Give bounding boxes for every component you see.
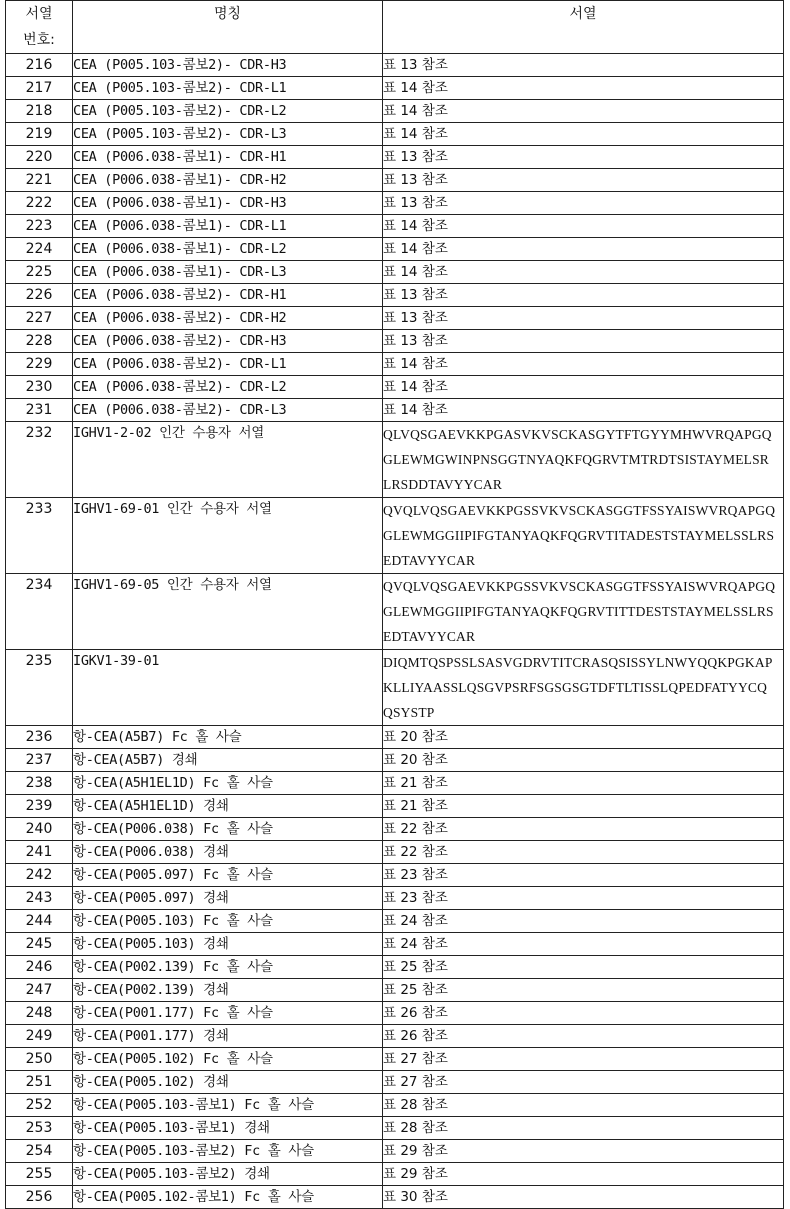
table-row <box>6 933 784 956</box>
sequence-number-cell: 232 <box>6 422 73 498</box>
sequence-number-cell: 226 <box>6 284 73 307</box>
table-reference-cell: 표 23 참조 <box>383 887 784 910</box>
table-row <box>6 169 784 192</box>
name-cell: CEA (P006.038-콤보1)- CDR-L2 <box>73 238 383 261</box>
table-reference-cell: 표 14 참조 <box>383 261 784 284</box>
sequence-number-cell: 242 <box>6 864 73 887</box>
name-cell: CEA (P006.038-콤보2)- CDR-L1 <box>73 353 383 376</box>
table-reference-cell: 표 25 참조 <box>383 979 784 1002</box>
table-row <box>6 910 784 933</box>
table-row <box>6 1025 784 1048</box>
table-row <box>6 77 784 100</box>
sequence-number-cell: 220 <box>6 146 73 169</box>
sequence-number-cell: 225 <box>6 261 73 284</box>
table-row <box>6 498 784 574</box>
name-cell: CEA (P006.038-콤보1)- CDR-L3 <box>73 261 383 284</box>
table-reference-cell: 표 28 참조 <box>383 1094 784 1117</box>
table-row <box>6 795 784 818</box>
table-reference-cell: 표 13 참조 <box>383 146 784 169</box>
header-sequence-number-line2: 번호: <box>23 32 55 48</box>
name-cell: 항-CEA(A5B7) Fc 홀 사슬 <box>73 726 383 749</box>
name-cell: 항-CEA(P005.102) 경쇄 <box>73 1071 383 1094</box>
table-body <box>6 54 784 1209</box>
table-reference-cell: 표 24 참조 <box>383 933 784 956</box>
table-row <box>6 818 784 841</box>
sequence-number-cell: 254 <box>6 1140 73 1163</box>
name-cell: CEA (P006.038-콤보2)- CDR-H2 <box>73 307 383 330</box>
table-row <box>6 1186 784 1209</box>
name-cell: IGHV1-69-05 인간 수용자 서열 <box>73 574 383 650</box>
table-reference-cell: 표 14 참조 <box>383 238 784 261</box>
name-cell: 항-CEA(P001.177) Fc 홀 사슬 <box>73 1002 383 1025</box>
table-row <box>6 123 784 146</box>
table-row <box>6 1163 784 1186</box>
table-reference-cell: 표 27 참조 <box>383 1071 784 1094</box>
table-row <box>6 1140 784 1163</box>
sequence-number-cell: 228 <box>6 330 73 353</box>
table-row <box>6 146 784 169</box>
table-row <box>6 956 784 979</box>
sequence-number-cell: 248 <box>6 1002 73 1025</box>
table-reference-cell: 표 29 참조 <box>383 1140 784 1163</box>
table-reference-cell: 표 28 참조 <box>383 1117 784 1140</box>
table-reference-cell: 표 14 참조 <box>383 215 784 238</box>
name-cell: 항-CEA(P005.103) 경쇄 <box>73 933 383 956</box>
sequence-number-cell: 237 <box>6 749 73 772</box>
header-sequence-number <box>6 1 73 54</box>
table-reference-cell: 표 30 참조 <box>383 1186 784 1209</box>
table-reference-cell: 표 22 참조 <box>383 841 784 864</box>
table-reference-cell: 표 29 참조 <box>383 1163 784 1186</box>
name-cell: 항-CEA(P005.103-콤보1) 경쇄 <box>73 1117 383 1140</box>
table-reference-cell: 표 25 참조 <box>383 956 784 979</box>
table-reference-cell: 표 14 참조 <box>383 100 784 123</box>
sequence-number-cell: 218 <box>6 100 73 123</box>
sequence-number-cell: 255 <box>6 1163 73 1186</box>
sequence-number-cell: 224 <box>6 238 73 261</box>
table-row <box>6 772 784 795</box>
name-cell: 항-CEA(P001.177) 경쇄 <box>73 1025 383 1048</box>
table-row <box>6 650 784 726</box>
sequence-number-cell: 219 <box>6 123 73 146</box>
header-name: 명칭 <box>73 1 383 54</box>
table-reference-cell: 표 13 참조 <box>383 284 784 307</box>
table-row <box>6 399 784 422</box>
name-cell: 항-CEA(P005.102) Fc 홀 사슬 <box>73 1048 383 1071</box>
name-cell: IGHV1-69-01 인간 수용자 서열 <box>73 498 383 574</box>
sequence-number-cell: 221 <box>6 169 73 192</box>
table-reference-cell: 표 14 참조 <box>383 399 784 422</box>
table-row <box>6 261 784 284</box>
table-reference-cell: 표 14 참조 <box>383 353 784 376</box>
table-row <box>6 979 784 1002</box>
table-reference-cell: 표 13 참조 <box>383 169 784 192</box>
name-cell: 항-CEA(P006.038) Fc 홀 사슬 <box>73 818 383 841</box>
name-cell: CEA (P005.103-콤보2)- CDR-H3 <box>73 54 383 77</box>
sequence-number-cell: 246 <box>6 956 73 979</box>
sequence-number-cell: 249 <box>6 1025 73 1048</box>
table-row <box>6 353 784 376</box>
table-row <box>6 376 784 399</box>
sequence-number-cell: 238 <box>6 772 73 795</box>
table-row <box>6 422 784 498</box>
sequence-number-cell: 230 <box>6 376 73 399</box>
name-cell: 항-CEA(P005.103-콤보1) Fc 홀 사슬 <box>73 1094 383 1117</box>
name-cell: 항-CEA(P005.102-콤보1) Fc 홀 사슬 <box>73 1186 383 1209</box>
name-cell: IGHV1-2-02 인간 수용자 서열 <box>73 422 383 498</box>
table-row <box>6 1117 784 1140</box>
sequence-number-cell: 227 <box>6 307 73 330</box>
header-sequence-number-line1: 서열 <box>25 6 53 22</box>
sequence-number-cell: 216 <box>6 54 73 77</box>
table-row <box>6 1071 784 1094</box>
sequence-number-cell: 240 <box>6 818 73 841</box>
sequence-number-cell: 244 <box>6 910 73 933</box>
name-cell: CEA (P006.038-콤보2)- CDR-H3 <box>73 330 383 353</box>
name-cell: 항-CEA(P002.139) 경쇄 <box>73 979 383 1002</box>
name-cell: CEA (P006.038-콤보2)- CDR-H1 <box>73 284 383 307</box>
table-reference-cell: 표 26 참조 <box>383 1002 784 1025</box>
name-cell: CEA (P006.038-콤보2)- CDR-L3 <box>73 399 383 422</box>
table-row <box>6 726 784 749</box>
name-cell: 항-CEA(P005.097) Fc 홀 사슬 <box>73 864 383 887</box>
table-reference-cell: 표 21 참조 <box>383 772 784 795</box>
name-cell: 항-CEA(A5H1EL1D) 경쇄 <box>73 795 383 818</box>
table-reference-cell: 표 27 참조 <box>383 1048 784 1071</box>
table-reference-cell: 표 13 참조 <box>383 307 784 330</box>
table-reference-cell: 표 21 참조 <box>383 795 784 818</box>
sequence-number-cell: 231 <box>6 399 73 422</box>
table-reference-cell: 표 24 참조 <box>383 910 784 933</box>
name-cell: CEA (P006.038-콤보1)- CDR-L1 <box>73 215 383 238</box>
amino-acid-sequence-cell: QVQLVQSGAEVKKPGSSVKVSCKASGGTFSSYAISWVRQAPGQGLEWMGGIIPIFGTANYAQKFQGRVTITTDESTSTAYMELSSLRSEDTAVYYCAR <box>383 574 784 650</box>
header-row <box>6 1 784 54</box>
sequence-number-cell: 243 <box>6 887 73 910</box>
table-row <box>6 215 784 238</box>
table-row <box>6 841 784 864</box>
sequence-number-cell: 250 <box>6 1048 73 1071</box>
table-row <box>6 330 784 353</box>
table-row <box>6 100 784 123</box>
amino-acid-sequence-cell: DIQMTQSPSSLSASVGDRVTITCRASQSISSYLNWYQQKPGKAPKLLIYAASSLQSGVPSRFSGSGSGTDFTLTISSLQPEDFATYYCQQSYSTP <box>383 650 784 726</box>
header-sequence: 서열 <box>383 1 784 54</box>
name-cell: 항-CEA(P005.103-콤보2) Fc 홀 사슬 <box>73 1140 383 1163</box>
sequence-number-cell: 256 <box>6 1186 73 1209</box>
name-cell: 항-CEA(P006.038) 경쇄 <box>73 841 383 864</box>
name-cell: CEA (P005.103-콤보2)- CDR-L3 <box>73 123 383 146</box>
name-cell: IGKV1-39-01 <box>73 650 383 726</box>
table-reference-cell: 표 20 참조 <box>383 726 784 749</box>
name-cell: CEA (P006.038-콤보1)- CDR-H2 <box>73 169 383 192</box>
table-reference-cell: 표 26 참조 <box>383 1025 784 1048</box>
table-reference-cell: 표 14 참조 <box>383 376 784 399</box>
name-cell: CEA (P006.038-콤보1)- CDR-H3 <box>73 192 383 215</box>
table-row <box>6 54 784 77</box>
table-reference-cell: 표 22 참조 <box>383 818 784 841</box>
sequence-number-cell: 241 <box>6 841 73 864</box>
sequence-number-cell: 239 <box>6 795 73 818</box>
table-header <box>6 1 784 54</box>
sequence-number-cell: 236 <box>6 726 73 749</box>
sequence-number-cell: 247 <box>6 979 73 1002</box>
name-cell: 항-CEA(A5H1EL1D) Fc 홀 사슬 <box>73 772 383 795</box>
sequence-number-cell: 223 <box>6 215 73 238</box>
sequence-number-cell: 233 <box>6 498 73 574</box>
table-row <box>6 887 784 910</box>
sequence-number-cell: 235 <box>6 650 73 726</box>
sequence-number-cell: 222 <box>6 192 73 215</box>
table-reference-cell: 표 20 참조 <box>383 749 784 772</box>
sequence-listing-table <box>5 0 784 1209</box>
name-cell: CEA (P005.103-콤보2)- CDR-L2 <box>73 100 383 123</box>
sequence-number-cell: 217 <box>6 77 73 100</box>
name-cell: CEA (P006.038-콤보1)- CDR-H1 <box>73 146 383 169</box>
name-cell: 항-CEA(P005.103-콤보2) 경쇄 <box>73 1163 383 1186</box>
amino-acid-sequence-cell: QLVQSGAEVKKPGASVKVSCKASGYTFTGYYMHWVRQAPGQGLEWMGWINPNSGGTNYAQKFQGRVTMTRDTSISTAYMELSRLRSDDTAVYYCAR <box>383 422 784 498</box>
sequence-number-cell: 229 <box>6 353 73 376</box>
table-reference-cell: 표 23 참조 <box>383 864 784 887</box>
name-cell: 항-CEA(P002.139) Fc 홀 사슬 <box>73 956 383 979</box>
table-row <box>6 1094 784 1117</box>
table-reference-cell: 표 14 참조 <box>383 123 784 146</box>
table-row <box>6 1048 784 1071</box>
sequence-number-cell: 252 <box>6 1094 73 1117</box>
name-cell: 항-CEA(P005.103) Fc 홀 사슬 <box>73 910 383 933</box>
table-row <box>6 574 784 650</box>
table-row <box>6 307 784 330</box>
table-reference-cell: 표 13 참조 <box>383 330 784 353</box>
name-cell: CEA (P006.038-콤보2)- CDR-L2 <box>73 376 383 399</box>
name-cell: 항-CEA(A5B7) 경쇄 <box>73 749 383 772</box>
sequence-number-cell: 234 <box>6 574 73 650</box>
table-row <box>6 864 784 887</box>
table-row <box>6 238 784 261</box>
table-reference-cell: 표 14 참조 <box>383 77 784 100</box>
sequence-number-cell: 253 <box>6 1117 73 1140</box>
sequence-number-cell: 251 <box>6 1071 73 1094</box>
table-row <box>6 192 784 215</box>
table-row <box>6 284 784 307</box>
table-reference-cell: 표 13 참조 <box>383 54 784 77</box>
table-row <box>6 1002 784 1025</box>
table-reference-cell: 표 13 참조 <box>383 192 784 215</box>
amino-acid-sequence-cell: QVQLVQSGAEVKKPGSSVKVSCKASGGTFSSYAISWVRQAPGQGLEWMGGIIPIFGTANYAQKFQGRVTITADESTSTAYMELSSLRSEDTAVYYCAR <box>383 498 784 574</box>
table-row <box>6 749 784 772</box>
name-cell: CEA (P005.103-콤보2)- CDR-L1 <box>73 77 383 100</box>
name-cell: 항-CEA(P005.097) 경쇄 <box>73 887 383 910</box>
sequence-number-cell: 245 <box>6 933 73 956</box>
